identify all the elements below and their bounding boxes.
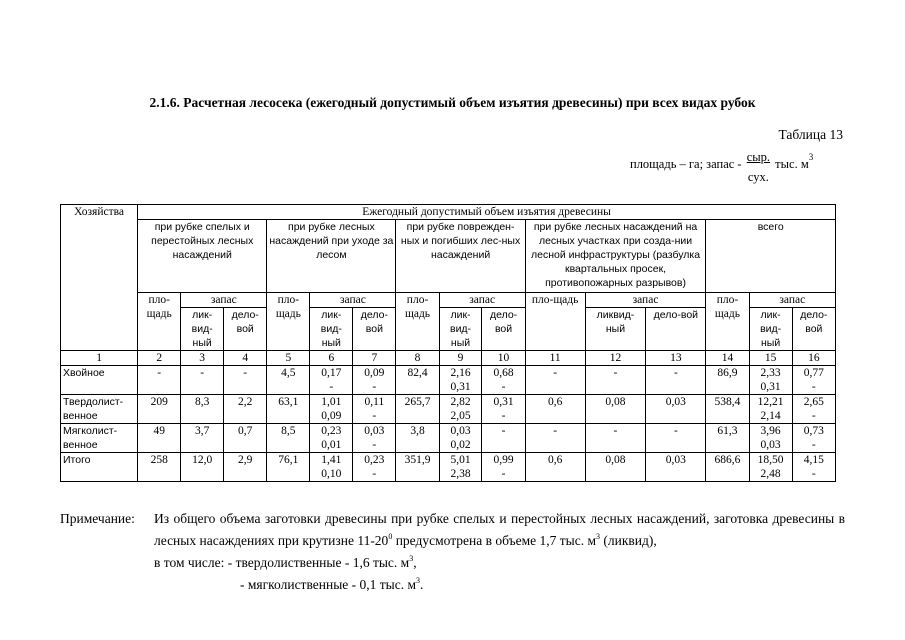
table-cell bbox=[482, 395, 525, 424]
table-cell bbox=[749, 424, 792, 453]
table-cell: - bbox=[181, 366, 224, 395]
table-row bbox=[61, 366, 836, 395]
column-number: 15 bbox=[749, 351, 792, 366]
table-cell: 0,08 bbox=[585, 395, 646, 424]
row-label: Хвойное bbox=[61, 366, 138, 395]
cell-value: 18,50 bbox=[757, 454, 784, 466]
table-cell: 0,08 bbox=[585, 453, 646, 482]
cell-value: 0,77 bbox=[803, 367, 824, 379]
column-number: 2 bbox=[138, 351, 181, 366]
cell-value: 0,03 bbox=[450, 425, 471, 437]
table-cell bbox=[792, 424, 835, 453]
table-cell: - bbox=[482, 424, 525, 453]
cell-value: - bbox=[811, 381, 816, 393]
header-area: пло-щадь bbox=[525, 293, 585, 351]
header-liquid: лик-вид-ный bbox=[749, 308, 792, 351]
units-sup: 3 bbox=[808, 152, 814, 162]
cell-value: 0,17 bbox=[321, 367, 342, 379]
header-business: дело-вой bbox=[353, 308, 396, 351]
header-business: дело-вой bbox=[224, 308, 267, 351]
table-cell: 76,1 bbox=[267, 453, 310, 482]
table-cell bbox=[482, 453, 525, 482]
table-cell: - bbox=[646, 366, 706, 395]
cell-value: 2,33 bbox=[760, 367, 781, 379]
table-cell: 49 bbox=[138, 424, 181, 453]
column-number: 14 bbox=[706, 351, 749, 366]
table-cell bbox=[439, 395, 482, 424]
table-cell bbox=[439, 453, 482, 482]
table-cell: 209 bbox=[138, 395, 181, 424]
cell-value: - bbox=[501, 410, 506, 422]
cell-value: - bbox=[811, 410, 816, 422]
header-main: Ежегодный допустимый объем изъятия древесины bbox=[138, 205, 836, 220]
table-cell bbox=[792, 453, 835, 482]
table-cell: - bbox=[224, 366, 267, 395]
units-prefix: площадь – га; запас - bbox=[630, 157, 742, 171]
row-label: Мягколист-венное bbox=[61, 424, 138, 453]
column-number: 9 bbox=[439, 351, 482, 366]
column-number: 4 bbox=[224, 351, 267, 366]
footnote-sup-deg: 0 bbox=[388, 532, 393, 541]
table-cell bbox=[353, 366, 396, 395]
cell-value: 0,09 bbox=[321, 410, 342, 422]
table-row bbox=[61, 453, 836, 482]
column-number: 12 bbox=[585, 351, 646, 366]
cell-value: 0,10 bbox=[321, 468, 342, 480]
header-area: пло-щадь bbox=[138, 293, 181, 351]
header-stock: запас bbox=[310, 293, 396, 308]
footnote-line2-end: , bbox=[413, 555, 417, 570]
cell-value: 0,31 bbox=[493, 396, 514, 408]
cell-value: - bbox=[372, 439, 377, 451]
header-group-infrastructure: при рубке лесных насаждений на лесных участках при созда-нии лесной инфраструктуры (разбулка квартальных просек, противопожарных разрывов) bbox=[525, 220, 706, 293]
table-cell bbox=[310, 395, 353, 424]
table-cell: 61,3 bbox=[706, 424, 749, 453]
table-cell: - bbox=[525, 424, 585, 453]
column-number: 5 bbox=[267, 351, 310, 366]
cell-value: - bbox=[372, 468, 377, 480]
footnote-line3: - мягколиственные - 0,1 тыс. м bbox=[240, 577, 417, 592]
column-number: 11 bbox=[525, 351, 585, 366]
cell-value: 0,02 bbox=[450, 439, 471, 451]
table-row bbox=[61, 395, 836, 424]
header-business: дело-вой bbox=[646, 308, 706, 351]
header-group-damaged: при рубке поврежден-ных и погибших лес-ных насаждений bbox=[396, 220, 525, 293]
table-cell: 351,9 bbox=[396, 453, 439, 482]
header-area: пло-щадь bbox=[396, 293, 439, 351]
table-cell bbox=[482, 366, 525, 395]
cell-value: - bbox=[372, 381, 377, 393]
cell-value: 5,01 bbox=[450, 454, 471, 466]
table-cell bbox=[792, 395, 835, 424]
table-cell bbox=[310, 366, 353, 395]
table-title: 2.1.6. Расчетная лесосека (ежегодный допустимый объем изъятия древесины) при всех видах рубок bbox=[149, 95, 756, 110]
table-cell bbox=[310, 424, 353, 453]
table-cell: 63,1 bbox=[267, 395, 310, 424]
header-liquid: лик-вид-ный bbox=[310, 308, 353, 351]
table-number: Таблица 13 bbox=[778, 127, 843, 142]
footnote-line3-end: . bbox=[420, 577, 424, 592]
footnote-line2: в том числе: - твердолиственные - 1,6 тыс. м bbox=[154, 555, 410, 570]
table-body bbox=[61, 366, 836, 482]
table-cell bbox=[353, 395, 396, 424]
column-number: 6 bbox=[310, 351, 353, 366]
footnote-label: Примечание: bbox=[60, 511, 135, 526]
column-number: 7 bbox=[353, 351, 396, 366]
cell-value: - bbox=[501, 468, 506, 480]
column-number: 1 bbox=[61, 351, 138, 366]
cell-value: 2,14 bbox=[760, 410, 781, 422]
cell-value: 2,82 bbox=[450, 396, 471, 408]
cell-value: 1,41 bbox=[321, 454, 342, 466]
table-cell: 8,5 bbox=[267, 424, 310, 453]
column-number: 8 bbox=[396, 351, 439, 366]
cell-value: - bbox=[501, 381, 506, 393]
cell-value: 0,23 bbox=[364, 454, 385, 466]
cell-value: 0,68 bbox=[493, 367, 514, 379]
cell-value: - bbox=[811, 468, 816, 480]
table-cell: 2,9 bbox=[224, 453, 267, 482]
table-cell: 0,6 bbox=[525, 395, 585, 424]
table-cell: 258 bbox=[138, 453, 181, 482]
footnote bbox=[60, 510, 845, 594]
row-label: Итого bbox=[61, 453, 138, 482]
cell-value: 1,01 bbox=[321, 396, 342, 408]
table-cell: - bbox=[525, 366, 585, 395]
cell-value: 0,99 bbox=[493, 454, 514, 466]
cell-value: - bbox=[329, 381, 334, 393]
header-group-mature: при рубке спелых и перестойных лесных насаждений bbox=[138, 220, 267, 293]
cell-value: 3,96 bbox=[760, 425, 781, 437]
table-row bbox=[61, 424, 836, 453]
column-number: 16 bbox=[792, 351, 835, 366]
column-number: 10 bbox=[482, 351, 525, 366]
cell-value: 2,65 bbox=[803, 396, 824, 408]
table-cell: 86,9 bbox=[706, 366, 749, 395]
table-cell: 0,6 bbox=[525, 453, 585, 482]
cell-value: 0,11 bbox=[364, 396, 385, 408]
footnote-sup3: 3 bbox=[596, 532, 601, 541]
cell-value: 0,23 bbox=[321, 425, 342, 437]
header-stock: запас bbox=[439, 293, 525, 308]
table-cell: 265,7 bbox=[396, 395, 439, 424]
table-cell: 8,3 bbox=[181, 395, 224, 424]
table-cell: 3,7 bbox=[181, 424, 224, 453]
footnote-sup3-2: 3 bbox=[409, 554, 414, 563]
table-cell: 0,03 bbox=[646, 453, 706, 482]
cell-value: 0,73 bbox=[803, 425, 824, 437]
footnote-line1-tail: предусмотрена в объеме 1,7 тыс. м bbox=[392, 533, 597, 548]
cell-value: 0,03 bbox=[364, 425, 385, 437]
cell-value: 0,31 bbox=[760, 381, 781, 393]
footnote-line1-end: (ликвид), bbox=[600, 533, 657, 548]
table-cell: - bbox=[585, 424, 646, 453]
column-number: 13 bbox=[646, 351, 706, 366]
header-stock: запас bbox=[749, 293, 835, 308]
cell-value: 0,01 bbox=[321, 439, 342, 451]
header-business: дело-вой bbox=[792, 308, 835, 351]
column-number-row bbox=[61, 351, 836, 366]
table-cell: 2,2 bbox=[224, 395, 267, 424]
row-label: Твердолист-венное bbox=[61, 395, 138, 424]
header-liquid: лик-вид-ный bbox=[181, 308, 224, 351]
table-cell: 3,8 bbox=[396, 424, 439, 453]
cell-value: - bbox=[372, 410, 377, 422]
table-cell: - bbox=[585, 366, 646, 395]
table-cell bbox=[749, 366, 792, 395]
table-cell bbox=[439, 366, 482, 395]
harvest-table bbox=[60, 204, 836, 482]
table-cell bbox=[749, 453, 792, 482]
table-cell: 538,4 bbox=[706, 395, 749, 424]
cell-value: 2,05 bbox=[450, 410, 471, 422]
table-cell: - bbox=[646, 424, 706, 453]
table-cell: 4,5 bbox=[267, 366, 310, 395]
header-liquid: ликвид-ный bbox=[585, 308, 646, 351]
cell-value: 0,31 bbox=[450, 381, 471, 393]
table-cell bbox=[353, 424, 396, 453]
header-area: пло-щадь bbox=[267, 293, 310, 351]
table-cell: 0,03 bbox=[646, 395, 706, 424]
cell-value: 4,15 bbox=[803, 454, 824, 466]
cell-value: 2,16 bbox=[450, 367, 471, 379]
header-group-total: всего bbox=[706, 220, 836, 293]
table-cell bbox=[310, 453, 353, 482]
table-cell: 686,6 bbox=[706, 453, 749, 482]
header-farm: Хозяйства bbox=[61, 205, 138, 351]
table-cell: - bbox=[138, 366, 181, 395]
cell-value: 12,21 bbox=[757, 396, 784, 408]
footnote-body bbox=[154, 510, 845, 594]
table-cell bbox=[792, 366, 835, 395]
header-liquid: лик-вид-ный bbox=[439, 308, 482, 351]
units-denominator: сух. bbox=[747, 170, 769, 184]
cell-value: 2,48 bbox=[760, 468, 781, 480]
table-cell: 82,4 bbox=[396, 366, 439, 395]
cell-value: 0,09 bbox=[364, 367, 385, 379]
units-fraction bbox=[747, 150, 770, 184]
header-area: пло-щадь bbox=[706, 293, 749, 351]
units-legend bbox=[630, 150, 813, 184]
table-cell: 12,0 bbox=[181, 453, 224, 482]
column-number: 3 bbox=[181, 351, 224, 366]
header-business: дело-вой bbox=[482, 308, 525, 351]
table-cell bbox=[439, 424, 482, 453]
table-cell: 0,7 bbox=[224, 424, 267, 453]
footnote-line1: Из общего объема заготовки древесины при рубке спелых и перестойных лесных насаждений, заготовка древесины в лесных насаждениях при крутизне 11-20 bbox=[154, 511, 845, 548]
header-group-care: при рубке лесных насаждений при уходе за лесом bbox=[267, 220, 396, 293]
table-cell bbox=[353, 453, 396, 482]
cell-value: - bbox=[811, 439, 816, 451]
footnote-sup3-3: 3 bbox=[416, 576, 421, 585]
table-cell bbox=[749, 395, 792, 424]
cell-value: 2,38 bbox=[450, 468, 471, 480]
cell-value: 0,03 bbox=[760, 439, 781, 451]
units-suffix: тыс. м bbox=[775, 157, 809, 171]
header-stock: запас bbox=[181, 293, 267, 308]
header-stock: запас bbox=[585, 293, 706, 308]
units-numerator: сыр. bbox=[746, 150, 771, 164]
